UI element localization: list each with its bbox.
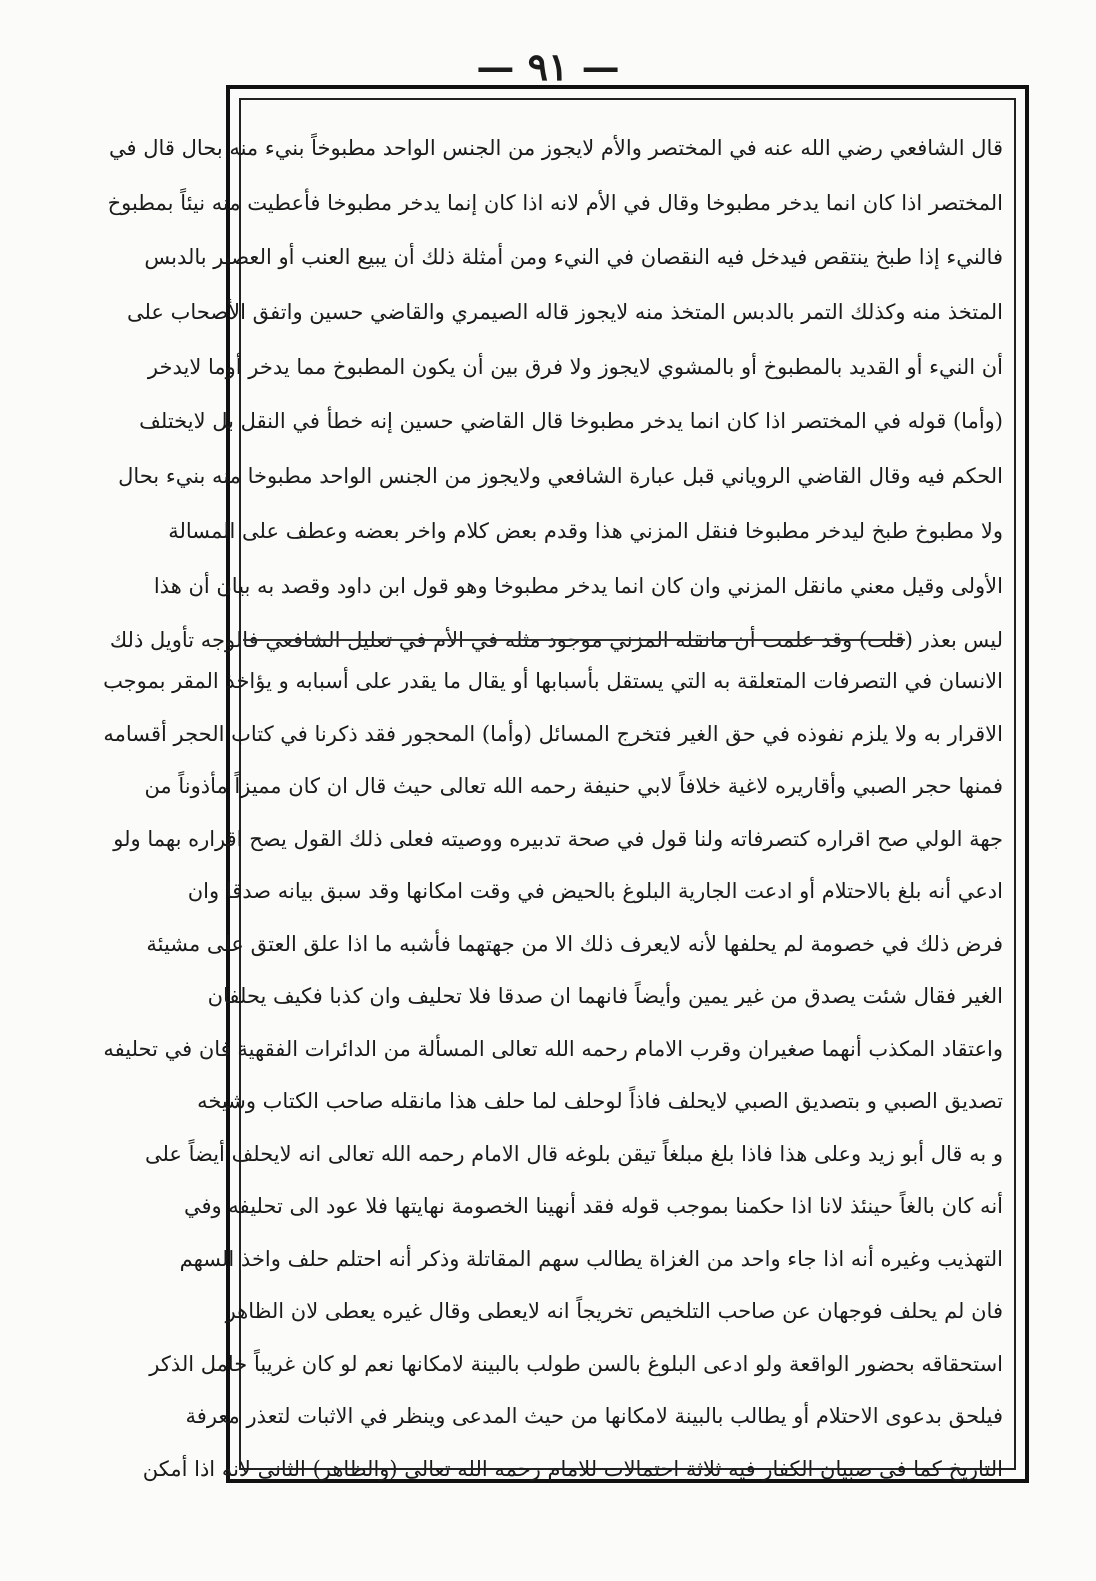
- text-line: الغير فقال شئت يصدق من غير يمين وأيضاً فانهما ان صدقا فلا تحليف وان كذبا فكيف يحلفان: [207, 984, 1003, 1008]
- text-line: (وأما) قوله في المختصر اذا كان انما يدخر مطبوخا قال القاضي حسين إنه خطأ في النقل بل لايختلف: [139, 409, 1003, 434]
- text-line: التاريخ كما في صبيان الكفار فيه ثلاثة احتمالات للامام رحمه الله تعالى (والظاهر) الثاني لانه اذا أمكن: [142, 1456, 1003, 1481]
- lower-text-section: [103, 655, 1003, 1495]
- text-line: ادعي أنه بلغ بالاحتلام أو ادعت الجارية البلوغ بالحيض في وقت امكانها وقد سبق بيانه صدقا وان: [187, 879, 1003, 903]
- section-divider: [243, 639, 905, 641]
- text-line: فان لم يحلف فوجهان عن صاحب التلخيص تخريجاً انه لايعطى وقال غيره يعطى لان الظاهر: [225, 1299, 1003, 1323]
- text-line: فالنيء إذا طبخ ينتقص فيدخل فيه النقصان في النيء ومن أمثلة ذلك أن يبيع العنب أو العصير بالدبس: [144, 245, 1003, 270]
- text-line: فمنها حجر الصبي وأقاريره لاغية خلافاً لابي حنيفة رحمه الله تعالى حيث قال ان كان مميزاً مأذوناً من: [144, 774, 1003, 798]
- text-line: جهة الولي صح اقراره كتصرفاته ولنا قول في صحة تدبيره ووصيته فعلى ذلك القول يصح اقراره بهما ولو: [113, 826, 1003, 851]
- page-number: — ٩١ —: [476, 44, 620, 89]
- text-line: تصديق الصبي و بتصديق الصبي لايحلف فاذاً لوحلف لما حلف هذا مانقله صاحب الكتاب وشيخه: [197, 1089, 1003, 1113]
- page-frame: [103, 85, 1029, 1483]
- text-line: التهذيب وغيره أنه اذا جاء واحد من الغزاة يطالب سهم المقاتلة وذكر أنه احتلم حلف واخذ السهم: [179, 1246, 1003, 1271]
- text-line: و به قال أبو زيد وعلى هذا فاذا بلغ مبلغاً تيقن بلوغه قال الامام رحمه الله تعالى انه لايحلف أيضاً على: [144, 1141, 1003, 1166]
- text-line: فرض ذلك في خصومة لم يحلفها لأنه لايعرف ذلك الا من جهتهما فأشبه ما اذا علق العتق على مشيئة: [146, 931, 1003, 956]
- text-line: أنه كان بالغاً حينئذ لانا اذا حكمنا بموجب قوله فقد أنهينا الخصومة نهايتها فلا عود الى تحليفه وفي: [183, 1194, 1003, 1218]
- text-line: قال الشافعي رضي الله عنه في المختصر والأم لايجوز من الجنس الواحد مطبوخاً بنيء منه بحال قال في: [109, 136, 1003, 160]
- text-line: الحكم فيه وقال القاضي الروياني قبل عبارة الشافعي ولايجوز من الجنس الواحد مطبوخا منه بنيء بحال: [118, 464, 1003, 489]
- upper-text-section: [107, 121, 1003, 668]
- text-line: المتخذ منه وكذلك التمر بالدبس المتخذ منه لايجوز قاله الصيمري والقاضي حسين واتفق الأصحاب على: [126, 300, 1003, 325]
- text-line: واعتقاد المكذب أنهما صغيران وقرب الامام رحمه الله تعالى المسألة من الدائرات الفقهية فان في تحليفه: [103, 1036, 1003, 1061]
- text-line: المختصر اذا كان انما يدخر مطبوخا وقال في الأم لانه اذا كان إنما يدخر مطبوخا فأعطيت منه نيئاً بمطبوخ: [107, 190, 1003, 215]
- text-line: أن النيء أو القديد بالمطبوخ أو بالمشوي لايجوز ولا فرق بين أن يكون المطبوخ مما يدخر أوما لايدخر: [147, 354, 1003, 379]
- text-line: الأولى وقيل معني مانقل المزني وان كان انما يدخر مطبوخا وهو قول ابن داود وقصد به بيان أن هذا: [153, 573, 1003, 598]
- text-line: الاقرار به ولا يلزم نفوذه في حق الغير فتخرج المسائل (وأما) المحجور فقد ذكرنا في كتاب الحجر أقسامه: [103, 721, 1003, 746]
- text-line: استحقاقه بحضور الواقعة ولو ادعى البلوغ بالسن طولب بالبينة لامكانها نعم لو كان غريباً خامل الذكر: [149, 1351, 1003, 1376]
- text-line: الانسان في التصرفات المتعلقة به التي يستقل بأسبابها أو يقال ما يقدر على أسبابه و يؤاخذ المقر بموجب: [103, 669, 1003, 693]
- text-line: ولا مطبوخ طبخ ليدخر مطبوخا فنقل المزني هذا وقدم بعض كلام واخر بعضه وعطف على المسالة: [168, 518, 1003, 543]
- text-line: فيلحق بدعوى الاحتلام أو يطالب بالبينة لامكانها من حيث المدعى وينظر في الاثبات لتعذر معرفة: [185, 1404, 1003, 1428]
- text-line: ليس بعذر (قلت) وقد علمت أن مانقله المزني موجود مثله في الأم في تعليل الشافعي فالوجه تأويل ذلك: [109, 628, 1003, 653]
